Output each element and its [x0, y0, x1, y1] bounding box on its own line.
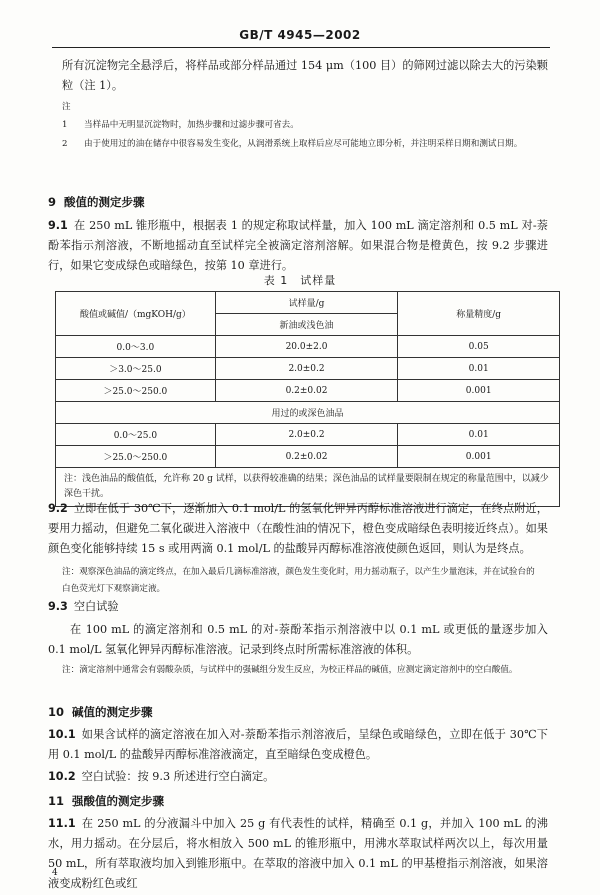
clause-9-3-note: 注：滴定溶剂中通常会有弱酸杂质，与试样中的强碱组分发生反应，为校正样品的碱值，应测定滴定溶剂中的空白酸值。 — [62, 665, 518, 675]
cell-range: 0.0～3.0 — [56, 336, 216, 358]
table-row — [56, 358, 560, 380]
section-10-title: 碱值的测定步骤 — [72, 705, 153, 719]
section-10-heading — [48, 704, 153, 720]
table-note: 注：浅色油品的酸值低，允许称 20 g 试样，以获得较准确的结果；深色油品的试样量要限制在规定的称量范围中，以减少深色干扰。 — [56, 468, 560, 507]
table-row — [56, 424, 560, 446]
cell-precision: 0.001 — [398, 446, 560, 468]
header-sample: 试样量/g — [215, 292, 398, 314]
cell-precision: 0.05 — [398, 336, 560, 358]
note-1-text: 当样品中无明显沉淀物时，加热步骤和过滤步骤可省去。 — [84, 120, 299, 130]
table-row — [56, 336, 560, 358]
notes-label: 注 — [62, 102, 71, 112]
clause-9-2 — [48, 499, 548, 559]
cell-amount: 2.0±0.2 — [215, 358, 398, 380]
clause-9-1 — [48, 216, 548, 276]
note-2-text: 由于使用过的油在储存中很容易发生变化，从润滑系统上取样后应尽可能地立即分析，并注明采样日期和测试日期。 — [84, 139, 523, 149]
section-10-number: 10 — [48, 705, 65, 719]
cell-range: ＞3.0～25.0 — [56, 358, 216, 380]
header-rule — [52, 47, 550, 48]
header-used-oil: 用过的或深色油品 — [56, 402, 560, 424]
page-number: 4 — [52, 868, 58, 878]
cell-range: ＞25.0～250.0 — [56, 446, 216, 468]
section-9-number: 9 — [48, 195, 57, 209]
clause-11-1-text: 在 250 mL 的分液漏斗中加入 25 g 有代表性的试样，精确至 0.1 g，并加入 100 mL 的沸水，用力摇动。在分层后，将水相放入 500 mL 的锥形瓶中，用沸水萃取试样两次以上，每次用量 50 mL，所有萃取液均加入到锥形瓶中。在萃取的溶液中加入 0.1 mL 的甲基橙指示剂溶液，如果溶液变成粉红色或红 — [48, 817, 548, 890]
cell-amount: 2.0±0.2 — [215, 424, 398, 446]
header-precision: 称量精度/g — [398, 292, 560, 336]
cell-range: ＞25.0～250.0 — [56, 380, 216, 402]
clause-10-1-text: 如果含试样的滴定溶液在加入对-萘酚苯指示剂溶液后，呈绿色或暗绿色，立即在低于 30℃下用 0.1 mol/L 的盐酸异丙醇标准溶液滴定，直至暗绿色变成橙色。 — [48, 728, 548, 761]
cell-range: 0.0～25.0 — [56, 424, 216, 446]
table-row — [56, 380, 560, 402]
clause-11-1 — [48, 814, 548, 890]
clause-9-3-text: 在 100 mL 的滴定溶剂和 0.5 mL 的对-萘酚苯指示剂溶液中以 0.1 mL 或更低的量逐步加入 0.1 mol/L 氢氧化钾异丙醇标准溶液。记录到终点时所需标准溶液的体积。 — [48, 623, 548, 656]
clause-10-1 — [48, 725, 548, 765]
table-1 — [55, 291, 560, 507]
clause-10-2 — [48, 767, 548, 787]
clause-9-2-text: 立即在低于 30℃下，逐渐加入 0.1 mol/L 的氢氧化钾异丙醇标准溶液进行滴定，在终点附近，要用力摇动，但避免二氧化碳进入溶液中（在酸性油的情况下，橙色变成暗绿色表明接近终点）。如果颜色变化能够持续 15 s 或用两滴 0.1 mol/L 的盐酸异丙醇标准溶液使颜色返回，则认为是终点。 — [48, 502, 548, 555]
header-value: 酸值或碱值/（mgKOH/g） — [56, 292, 216, 336]
intro-paragraph: 所有沉淀物完全悬浮后，将样品或部分样品通过 154 μm（100 目）的筛网过滤以除去大的污染颗粒（注 1）。 — [62, 59, 548, 92]
clause-10-2-text: 空白试验：按 9.3 所述进行空白滴定。 — [81, 770, 275, 783]
cell-precision: 0.001 — [398, 380, 560, 402]
note-1-num: 1 — [62, 120, 68, 130]
table-row — [56, 446, 560, 468]
table-1-title: 表 1 试样量 — [263, 274, 337, 287]
section-11-title: 强酸值的测定步骤 — [72, 794, 165, 808]
clause-10-1-number: 10.1 — [48, 728, 76, 741]
clause-10-2-number: 10.2 — [48, 770, 76, 783]
clause-11-1-number: 11.1 — [48, 817, 76, 830]
clause-9-3-title: 空白试验 — [73, 600, 119, 613]
cell-amount: 0.2±0.02 — [215, 446, 398, 468]
clause-9-1-number: 9.1 — [48, 219, 68, 232]
header-new-oil: 新油或浅色油 — [215, 314, 398, 336]
cell-amount: 20.0±2.0 — [215, 336, 398, 358]
page-header: GB/T 4945—2002 — [239, 28, 361, 42]
clause-9-2-note: 注：观察深色油品的滴定终点，在加入最后几滴标准溶液，颜色发生变化时，用力摇动瓶子，以产生少量泡沫，并在试验台的白色荧光灯下观察滴定液。 — [62, 567, 535, 594]
section-9-heading — [48, 194, 145, 210]
section-11-heading — [48, 793, 164, 809]
cell-precision: 0.01 — [398, 358, 560, 380]
clause-9-3-number: 9.3 — [48, 600, 68, 613]
cell-precision: 0.01 — [398, 424, 560, 446]
clause-9-1-text: 在 250 mL 锥形瓶中，根据表 1 的规定称取试样量，加入 100 mL 滴定溶剂和 0.5 mL 对-萘酚苯指示剂溶液，不断地摇动直至试样完全被滴定溶剂溶解。如果混合物是橙黄色，按 9.2 步骤进行，如果它变成绿色或暗绿色，按第 10 章进行。 — [48, 219, 548, 272]
clause-9-3-heading — [48, 597, 548, 617]
section-11-number: 11 — [48, 794, 65, 808]
section-9-title: 酸值的测定步骤 — [64, 195, 145, 209]
clause-9-2-number: 9.2 — [48, 502, 68, 515]
note-2-num: 2 — [62, 139, 68, 149]
cell-amount: 0.2±0.02 — [215, 380, 398, 402]
